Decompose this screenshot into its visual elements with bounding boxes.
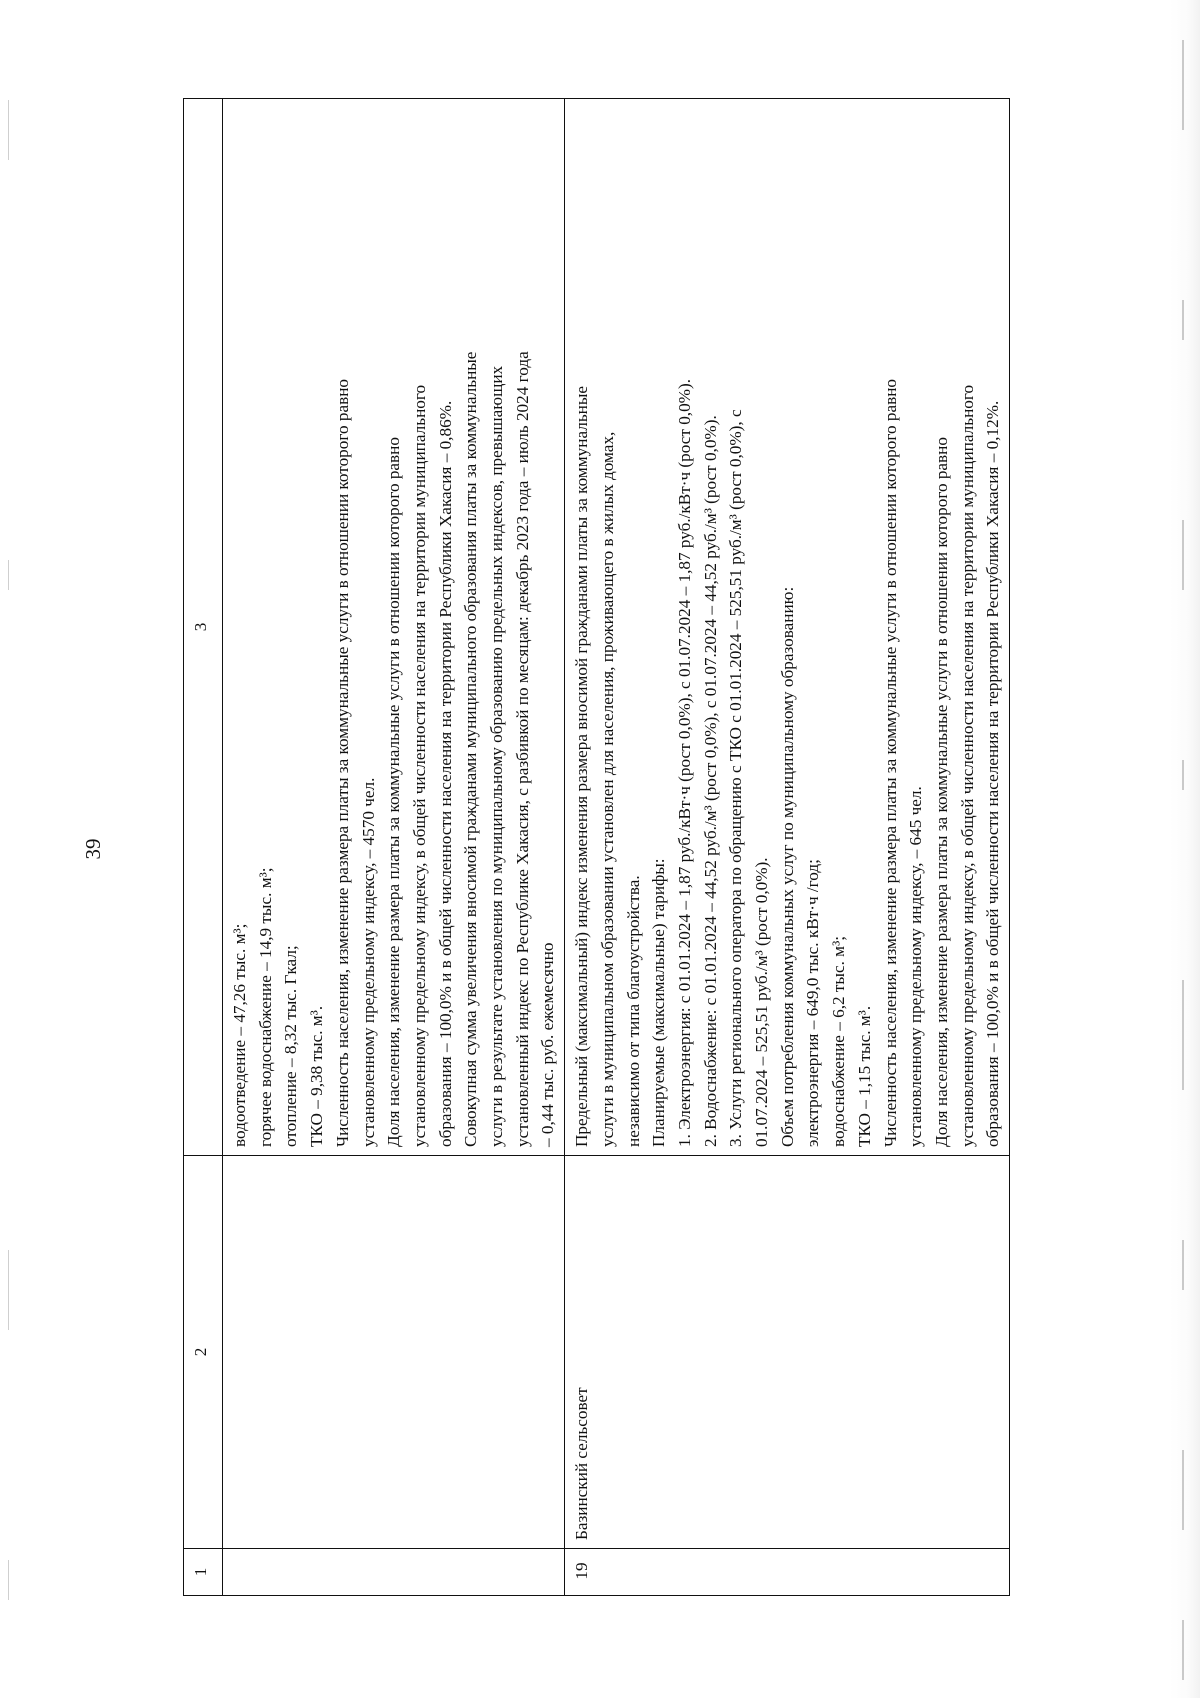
text-line: установленному предельному индексу, – 4570 чел. (358, 777, 378, 1147)
text-line: образования – 100,0% и в общей численности населения на территории Республики Хакасия – 0,12%. (983, 400, 1003, 1147)
text-line: Объем потребления коммунальных услуг по муниципальному образованию: (777, 586, 797, 1147)
text-line: установленному предельному индексу, – 645 чел. (906, 786, 926, 1147)
page-number: 39 (81, 838, 105, 860)
text-line: горячее водоснабжение – 14,9 тыс. м³; (255, 867, 275, 1147)
header-col-2: 2 (184, 1156, 223, 1549)
text-line: ТКО – 9,38 тыс. м³. (307, 1005, 327, 1147)
text-line: Численность населения, изменение размера платы за коммунальные услуги в отношении которого равно (332, 379, 352, 1147)
text-line: Совокупная сумма увеличения вносимой гражданами муниципального образования платы за коммунальные (461, 351, 481, 1147)
text-line: услуги в результате установления по муниципальному образованию предельных индексов, превышающих (487, 365, 507, 1147)
table-row-continuation (223, 99, 565, 1596)
municipality-name-cell (223, 1156, 565, 1549)
text-line: 1. Электроэнергия: с 01.01.2024 – 1,87 руб./кВт·ч (рост 0,0%), с 01.07.2024 – 1,87 руб./кВт·ч (рост 0,0%). (674, 378, 694, 1147)
text-line: электроэнергия – 649,0 тыс. кВт·ч /год; (803, 859, 823, 1147)
text-line: – 0,44 тыс. руб. ежемесячно (538, 942, 558, 1147)
text-line: водоснабжение – 6,2 тыс. м³; (829, 936, 849, 1147)
header-col-3: 3 (184, 99, 223, 1156)
municipality-name-cell: Базинский сельсовет (565, 1156, 1010, 1549)
text-line: Доля населения, изменение размера платы за коммунальные услуги в отношении которого равно (384, 437, 404, 1147)
row-number-cell (223, 1549, 565, 1596)
text-line: Планируемые (максимальные) тарифы: (649, 858, 669, 1147)
header-col-1: 1 (184, 1549, 223, 1596)
table-header-row (184, 99, 223, 1596)
text-line: 01.07.2024 – 525,51 руб./м³ (рост 0,0%). (752, 857, 772, 1147)
text-line: установленному предельному индексу, в общей численности населения на территории муниципального (409, 384, 429, 1147)
description-cell (223, 99, 565, 1156)
text-line: Численность населения, изменение размера платы за коммунальные услуги в отношении которого равно (880, 379, 900, 1147)
text-line: водоотведение – 47,26 тыс. м³; (230, 923, 249, 1147)
text-line: образования – 100,0% и в общей численности населения на территории Республики Хакасия – 0,86%. (435, 400, 455, 1147)
text-line: Доля населения, изменение размера платы за коммунальные услуги в отношении которого равно (931, 437, 951, 1147)
text-line: установленный индекс по Республике Хакасия, с разбивкой по месяцам: декабрь 2023 года – июль 2024 года (512, 351, 532, 1147)
data-table (183, 98, 1010, 1596)
text-line: независимо от типа благоустройства. (623, 875, 643, 1147)
text-line: услуги в муниципальном образовании установлен для населения, проживающего в жилых домах, (597, 431, 617, 1147)
text-line: отопление – 8,32 тыс. Гкал; (281, 945, 301, 1147)
row-number-cell: 19 (565, 1549, 1010, 1596)
text-line: 2. Водоснабжение: с 01.01.2024 – 44,52 руб./м³ (рост 0,0%), с 01.07.2024 – 44,52 руб./м³ (рост 0,0%). (700, 415, 720, 1147)
text-line: ТКО – 1,15 тыс. м³. (854, 1005, 874, 1147)
text-line: 3. Услуги регионального оператора по обращению с ТКО с 01.01.2024 – 525,51 руб./м³ (рост 0,0%), с (726, 409, 746, 1147)
text-line: установленному предельному индексу, в общей численности населения на территории муниципального (957, 384, 977, 1147)
description-cell (565, 99, 1010, 1156)
table-row-19 (565, 99, 1010, 1596)
text-line: Предельный (максимальный) индекс изменения размера вносимой гражданами платы за коммунальные (572, 385, 592, 1147)
